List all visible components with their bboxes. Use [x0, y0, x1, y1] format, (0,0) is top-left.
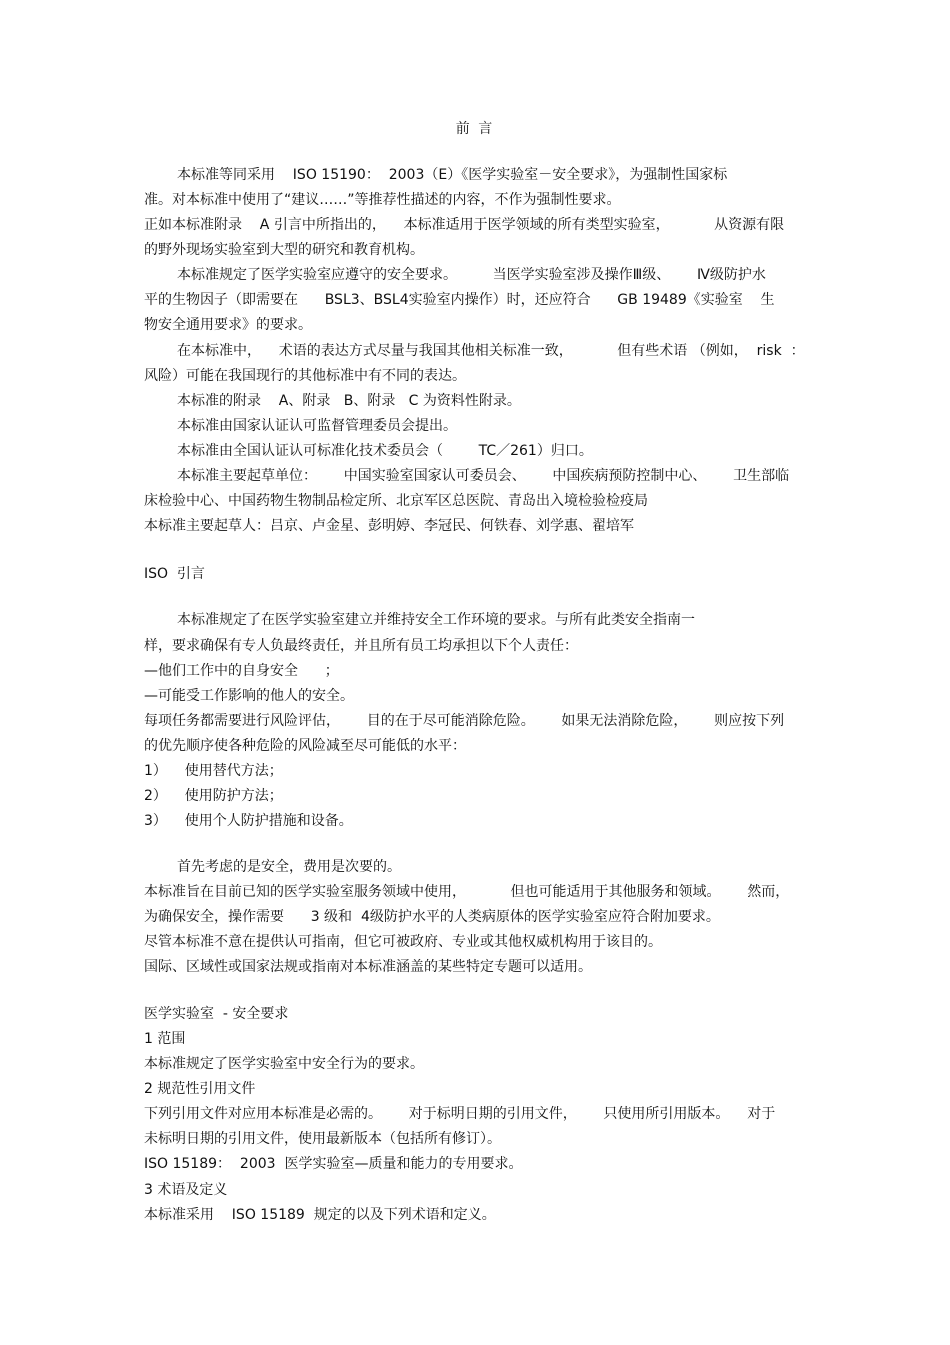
- intro-line: 为确保安全，操作需要 3 级和 4级防护水平的人类病原体的医学实验室应符合附加要求。: [144, 909, 720, 925]
- body-line: 未标明日期的引用文件，使用最新版本（包括所有修订）。: [144, 1131, 501, 1147]
- intro-line: 的优先顺序使各种危险的风险减至尽可能低的水平：: [144, 738, 466, 754]
- foreword-line: 本标准由全国认证认可标准化技术委员会（ TC／261）归口。: [177, 443, 593, 459]
- foreword-line: 本标准主要起草单位： 中国实验室国家认可委员会、 中国疾病预防控制中心、 卫生部临: [177, 468, 790, 484]
- foreword-line: 准。对本标准中使用了“建议……”等推荐性描述的内容，不作为强制性要求。: [144, 192, 621, 208]
- body-line: ISO 15189： 2003 医学实验室—质量和能力的专用要求。: [144, 1156, 523, 1172]
- intro-line: 国际、区域性或国家法规或指南对本标准涵盖的某些特定专题可以适用。: [144, 959, 592, 975]
- body-line: 本标准规定了医学实验室中安全行为的要求。: [144, 1056, 424, 1072]
- body-line: 本标准采用 ISO 15189 规定的以及下列术语和定义。: [144, 1207, 496, 1223]
- foreword-line: 风险）可能在我国现行的其他标准中有不同的表达。: [144, 368, 466, 384]
- intro-line: 样，要求确保有专人负最终责任，并且所有员工均承担以下个人责任：: [144, 638, 578, 654]
- intro-line: 本标准旨在目前已知的医学实验室服务领域中使用， 但也可能适用于其他服务和领域。 然而，: [144, 884, 790, 900]
- intro-line: 尽管本标准不意在提供认可指南，但它可被政府、专业或其他权威机构用于该目的。: [144, 934, 662, 950]
- doc-title: 医学实验室 - 安全要求: [144, 1006, 289, 1022]
- foreword-line: 正如本标准附录 A 引言中所指出的， 本标准适用于医学领域的所有类型实验室， 从资源有限: [144, 217, 785, 233]
- intro-line: —他们工作中的自身安全 ；: [144, 663, 339, 679]
- foreword-line: 本标准的附录 A、附录 B、附录 C 为资料性附录。: [177, 393, 521, 409]
- foreword-line: 本标准规定了医学实验室应遵守的安全要求。 当医学实验室涉及操作Ⅲ级、 Ⅳ级防护水: [177, 267, 766, 283]
- list-item: 3） 使用个人防护措施和设备。: [144, 813, 353, 829]
- section-heading: 1 范围: [144, 1031, 186, 1047]
- list-item: 1） 使用替代方法；: [144, 763, 283, 779]
- section-heading: ISO 引言: [144, 566, 205, 582]
- body-line: 下列引用文件对应用本标准是必需的。 对于标明日期的引用文件， 只使用所引用版本。 对于: [144, 1106, 776, 1122]
- section-heading: 2 规范性引用文件: [144, 1081, 256, 1097]
- foreword-line: 在本标准中， 术语的表达方式尽量与我国其他相关标准一致， 但有些术语 （例如， risk ：: [177, 343, 805, 359]
- foreword-line: 的野外现场实验室到大型的研究和教育机构。: [144, 242, 424, 258]
- foreword-line: 本标准等同采用 ISO 15190： 2003（E）《医学实验室－安全要求》，为强制性国家标: [177, 167, 728, 183]
- foreword-line: 平的生物因子（即需要在 BSL3、BSL4实验室内操作）时，还应符合 GB 19489《实验室 生: [144, 292, 775, 308]
- intro-line: 本标准规定了在医学实验室建立并维持安全工作环境的要求。与所有此类安全指南一: [177, 612, 695, 628]
- intro-line: 每项任务都需要进行风险评估， 目的在于尽可能消除危险。 如果无法消除危险， 则应按下列: [144, 713, 785, 729]
- intro-line: 首先考虑的是安全，费用是次要的。: [177, 859, 401, 875]
- foreword-line: 床检验中心、中国药物生物制品检定所、北京军区总医院、青岛出入境检验检疫局: [144, 493, 648, 509]
- section-heading: 3 术语及定义: [144, 1182, 228, 1198]
- foreword-line: 物安全通用要求》的要求。: [144, 317, 312, 333]
- foreword-line: 本标准由国家认证认可监督管理委员会提出。: [177, 418, 457, 434]
- foreword-line: 本标准主要起草人：吕京、卢金星、彭明婷、李冠民、何铁春、刘学惠、翟培军: [144, 518, 634, 534]
- page-title: 前 言: [455, 121, 495, 137]
- list-item: 2） 使用防护方法；: [144, 788, 283, 804]
- intro-line: —可能受工作影响的他人的安全。: [144, 688, 354, 704]
